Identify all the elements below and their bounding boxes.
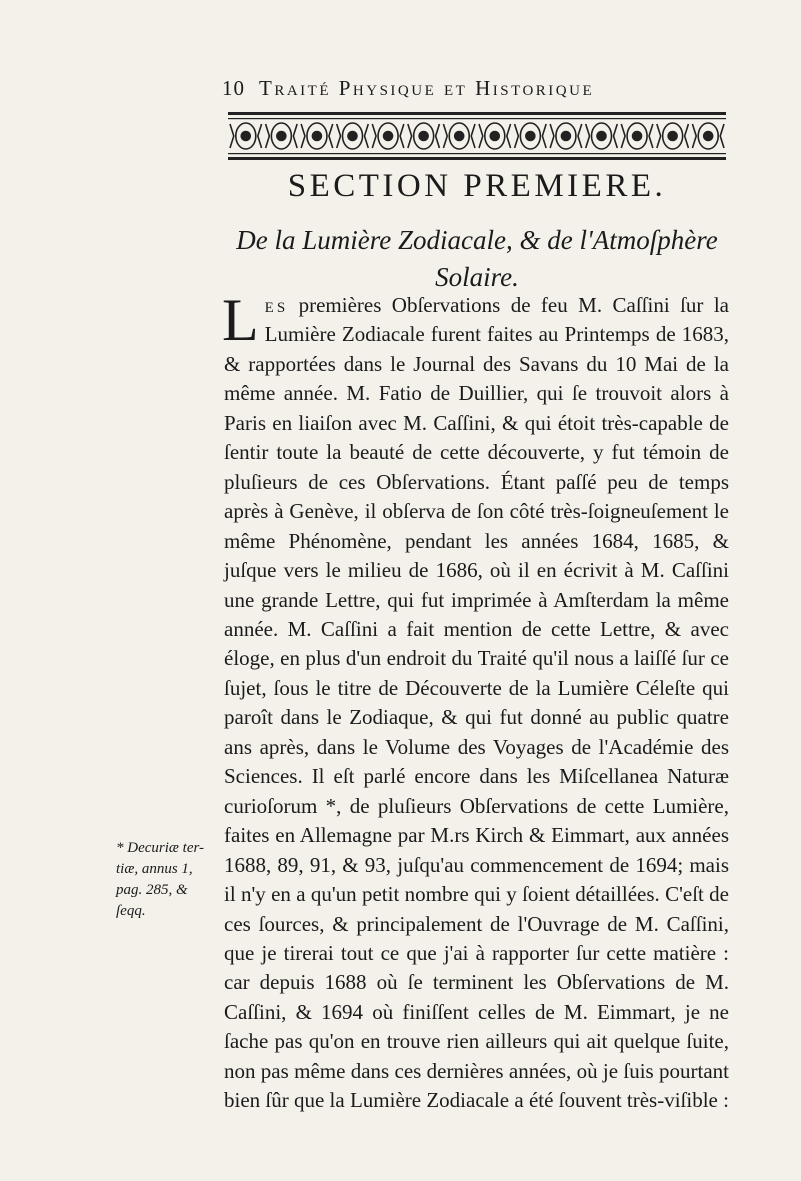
ornament-dot [633, 132, 642, 141]
ornament-chevron [515, 124, 519, 148]
ornament-dot [384, 132, 393, 141]
ornament-dot [348, 132, 357, 141]
running-title: Traité Physique et Historique [259, 76, 595, 100]
ornament-chevron [400, 124, 404, 148]
ornament-chevron [479, 124, 483, 148]
body-text [222, 287, 729, 1116]
ornament-dot [277, 132, 286, 141]
ornament-dot [597, 132, 606, 141]
paragraph-text: premières Obſervations de feu M. Caſſini ſur la Lumière Zodiacale furent faites au Printemps de 1683, & rapportées dans le Journal des Savans du 10 Mai de la même année. M. Fatio de Duillier, qui ſe trouvoit alors à Paris en liaiſon avec M. Caſſini, & qui étoit très-capable de ſentir toute la beauté de cette découverte, y fut témoin de pluſieurs de ces Obſervations. Étant paſſé peu de temps après à Genève, il obſerva de ſon côté très-ſoigneuſement le même Phénomène, pendant les années 1684, 1685, & juſque vers le milieu de 1686, où il en écrivit à M. Caſſini une grande Lettre, qui fut imprimée à Amſterdam la même année. M. Caſſini a fait mention de cette Lettre, & avec éloge, en plus d'un endroit du Traité qu'il nous a laiſſé ſur ce ſujet, ſous le titre de Découverte de la Lumière Céleſte qui paroît dans le Zodiaque, & qui fut donné au public quatre ans après, dans le Volume des Voyages de l'Académie des Sciences. Il eſt parlé encore dans les Miſcellanea Naturæ curioſorum *, de pluſieurs Obſervations de cette Lumière, faites en Allemagne par M.rs Kirch & Eimmart, aux années 1688, 89, 91, & 93, juſqu'au commencement de 1694; mais il n'y en a qu'un petit nombre qui y ſoient détaillées. C'eſt de ces ſources, & principalement de l'Ouvrage de M. Caſſini, que je tirerai tout ce que j'ai à rapporter ſur cette matière : car depuis 1688 où ſe terminent les Obſervations de M. Caſſini, & 1694 où finiſſent celles de M. Eimmart, je ne ſache pas qu'on en trouve rien ailleurs qui ait quelque ſuite, non pas même dans ces dernières années, où je ſuis pourtant bien ſûr que la Lumière Zodiacale a été ſouvent très-viſible : [224, 293, 729, 1113]
drop-cap: L [222, 287, 259, 353]
ornament-dot [668, 132, 677, 141]
ornament-chevron [408, 124, 412, 148]
ornament-chevron [586, 124, 590, 148]
ornament-dot [455, 132, 464, 141]
ornament-chevron [720, 124, 724, 148]
ornament-chevron [550, 124, 554, 148]
ornament-chevron [329, 124, 333, 148]
ornament-band [228, 112, 726, 160]
ornament-chevron [657, 124, 661, 148]
ornament-dot [704, 132, 713, 141]
ornament-dot [490, 132, 499, 141]
ornament-chevron [578, 124, 582, 148]
paragraph [222, 287, 729, 1116]
ornament-chevron [685, 124, 689, 148]
chapter-subtitle: De la Lumière Zodiacale, & de l'Atmoſphère Solaire. [236, 225, 718, 292]
ornament-dot [241, 132, 250, 141]
ornament-chevron [266, 124, 270, 148]
ornament-chevron [337, 124, 341, 148]
lead-in: es [264, 293, 289, 317]
ornament-chevron [230, 124, 234, 148]
ornament-chevron [372, 124, 376, 148]
ornament-chevron [542, 124, 546, 148]
ornament-dot [419, 132, 428, 141]
ornament-chevron [293, 124, 297, 148]
ornament-chevron [443, 124, 447, 148]
page-number: 10 [222, 76, 245, 100]
ornament-chevron [614, 124, 618, 148]
ornament-chevron [649, 124, 653, 148]
ornament-dot [312, 132, 321, 141]
ornament-chevron [365, 124, 369, 148]
ornament-chevron [258, 124, 262, 148]
ornament-chevron [621, 124, 625, 148]
section-title: SECTION PREMIERE. [287, 168, 667, 204]
ornament-dot [526, 132, 535, 141]
ornament-chevron [471, 124, 475, 148]
ornament-chevron [301, 124, 305, 148]
running-head [222, 76, 722, 101]
ornament-chevron [692, 124, 696, 148]
ornament-dot [561, 132, 570, 141]
ornament-chevron [507, 124, 511, 148]
margin-note: * Decuriæ ter-tiæ, annus 1, pag. 285, & ſeqq. [116, 840, 205, 919]
ornament-chevron [436, 124, 440, 148]
